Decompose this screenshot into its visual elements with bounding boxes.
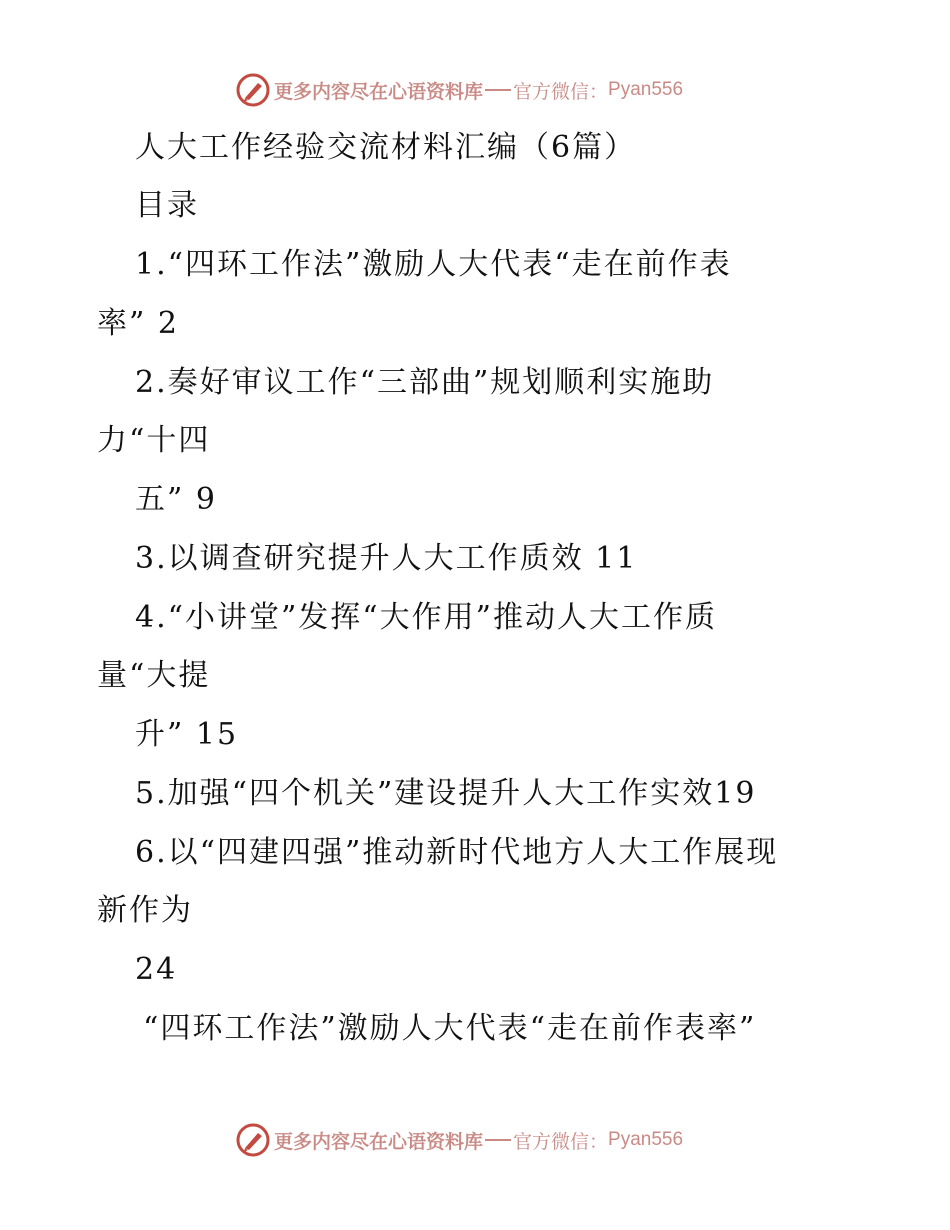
toc-line: 1.“四环工作法”激励人大代表“走在前作表	[135, 247, 732, 282]
document-title: 人大工作经验交流材料汇编（6篇）	[135, 130, 637, 165]
watermark-banner-bottom	[236, 1122, 683, 1158]
watermark-wechat-label: 官方微信：	[513, 80, 609, 103]
watermark-text: 更多内容尽在心语资料库	[274, 80, 484, 103]
toc-line: 力“十四	[97, 423, 211, 458]
watermark-separator	[485, 1139, 511, 1141]
pen-logo-icon	[236, 73, 270, 107]
watermark-text: 更多内容尽在心语资料库	[274, 1130, 484, 1153]
toc-line: 新作为	[97, 893, 193, 928]
watermark-separator	[485, 89, 511, 91]
section-heading: “四环工作法”激励人大代表“走在前作表率”	[143, 1011, 757, 1046]
toc-line: 2.奏好审议工作“三部曲”规划顺利实施助	[135, 365, 715, 400]
toc-line: 3.以调查研究提升人大工作质效 11	[135, 541, 638, 576]
toc-heading: 目录	[135, 188, 199, 223]
watermark-wechat-id: Pyan556	[608, 79, 684, 100]
toc-line: 4.“小讲堂”发挥“大作用”推动人大工作质	[135, 600, 717, 635]
pen-logo-icon	[236, 1123, 270, 1157]
toc-line: 6.以“四建四强”推动新时代地方人大工作展现	[135, 835, 779, 870]
watermark-wechat-id: Pyan556	[608, 1129, 684, 1150]
toc-line: 五” 9	[135, 482, 217, 517]
watermark-banner-top	[236, 72, 683, 108]
toc-line: 量“大提	[97, 658, 211, 693]
toc-line: 5.加强“四个机关”建设提升人大工作实效19	[135, 776, 757, 811]
toc-line: 升” 15	[135, 717, 239, 752]
watermark-wechat-label: 官方微信：	[513, 1130, 609, 1153]
toc-line: 率” 2	[97, 306, 179, 341]
toc-line: 24	[135, 952, 178, 987]
